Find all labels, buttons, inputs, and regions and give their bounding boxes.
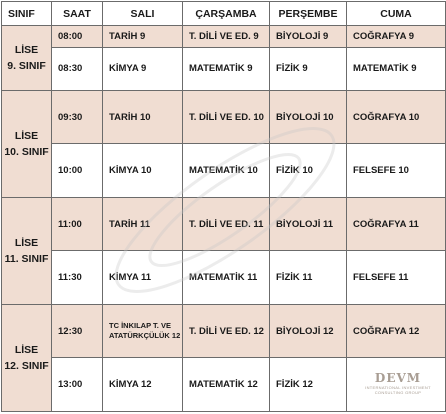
persembe-cell: FİZİK 11 [270, 251, 347, 305]
cuma-cell: MATEMATİK 9 [347, 47, 446, 90]
persembe-cell: BİYOLOJİ 12 [270, 304, 347, 358]
header-row [2, 2, 446, 26]
class-label-11 [2, 197, 52, 304]
header-carsamba: ÇARŞAMBA [183, 2, 270, 26]
class-level: LİSE [14, 129, 39, 142]
table-row [2, 47, 446, 90]
table-row [2, 90, 446, 144]
schedule-table [1, 1, 446, 412]
carsamba-cell: MATEMATİK 9 [183, 47, 270, 90]
table-row [2, 26, 446, 48]
header-sinif: SINIF [2, 2, 52, 26]
class-grade: 12. SINIF [4, 359, 49, 372]
time-cell: 10:00 [52, 144, 103, 198]
class-level: LİSE [14, 236, 39, 249]
time-cell: 08:30 [52, 47, 103, 90]
header-cuma: CUMA [347, 2, 446, 26]
carsamba-cell: MATEMATİK 10 [183, 144, 270, 198]
sali-cell: KİMYA 10 [103, 144, 183, 198]
logo-line1: INTERNATIONAL INVESTMENT [365, 385, 431, 390]
time-cell: 12:30 [52, 304, 103, 358]
company-logo [356, 372, 440, 410]
header-saat: SAAT [52, 2, 103, 26]
class-label-10 [2, 90, 52, 197]
cuma-cell: COĞRAFYA 10 [347, 90, 446, 144]
header-sali: SALI [103, 2, 183, 26]
sali-cell: TARİH 11 [103, 197, 183, 251]
sali-cell: TARİH 9 [103, 26, 183, 48]
sali-cell: TC İNKILAP T. VE ATATÜRKÇÜLÜK 12 [103, 304, 183, 358]
carsamba-cell: MATEMATİK 11 [183, 251, 270, 305]
class-grade: 10. SINIF [4, 145, 49, 158]
cuma-cell: COĞRAFYA 9 [347, 26, 446, 48]
class-grade: 11. SINIF [4, 252, 49, 265]
persembe-cell: BİYOLOJİ 10 [270, 90, 347, 144]
table-row [2, 144, 446, 198]
class-level: LİSE [14, 43, 39, 56]
persembe-cell: BİYOLOJİ 9 [270, 26, 347, 48]
time-cell: 13:00 [52, 358, 103, 412]
table-row [2, 251, 446, 305]
cuma-cell: COĞRAFYA 11 [347, 197, 446, 251]
persembe-cell: BİYOLOJİ 11 [270, 197, 347, 251]
persembe-cell: FİZİK 12 [270, 358, 347, 412]
cuma-cell: FELSEFE 11 [347, 251, 446, 305]
carsamba-cell: T. DİLİ VE ED. 11 [183, 197, 270, 251]
time-cell: 09:30 [52, 90, 103, 144]
carsamba-cell: T. DİLİ VE ED. 10 [183, 90, 270, 144]
carsamba-cell: T. DİLİ VE ED. 12 [183, 304, 270, 358]
class-label-9 [2, 26, 52, 91]
time-cell: 11:00 [52, 197, 103, 251]
persembe-cell: FİZİK 10 [270, 144, 347, 198]
sali-cell: KİMYA 11 [103, 251, 183, 305]
table-row [2, 304, 446, 358]
sali-cell: TARİH 10 [103, 90, 183, 144]
persembe-cell: FİZİK 9 [270, 47, 347, 90]
class-label-12 [2, 304, 52, 411]
logo-brand: DEVM [374, 371, 422, 385]
carsamba-cell: T. DİLİ VE ED. 9 [183, 26, 270, 48]
sali-cell: KİMYA 12 [103, 358, 183, 412]
table-row [2, 197, 446, 251]
time-cell: 11:30 [52, 251, 103, 305]
time-cell: 08:00 [52, 26, 103, 48]
carsamba-cell: MATEMATİK 12 [183, 358, 270, 412]
class-level: LİSE [14, 343, 39, 356]
cuma-cell: FELSEFE 10 [347, 144, 446, 198]
class-grade: 9. SINIF [7, 59, 46, 72]
cuma-cell: COĞRAFYA 12 [347, 304, 446, 358]
logo-line2: CONSULTING GROUP [374, 390, 422, 395]
header-persembe: PERŞEMBE [270, 2, 347, 26]
sali-cell: KİMYA 9 [103, 47, 183, 90]
